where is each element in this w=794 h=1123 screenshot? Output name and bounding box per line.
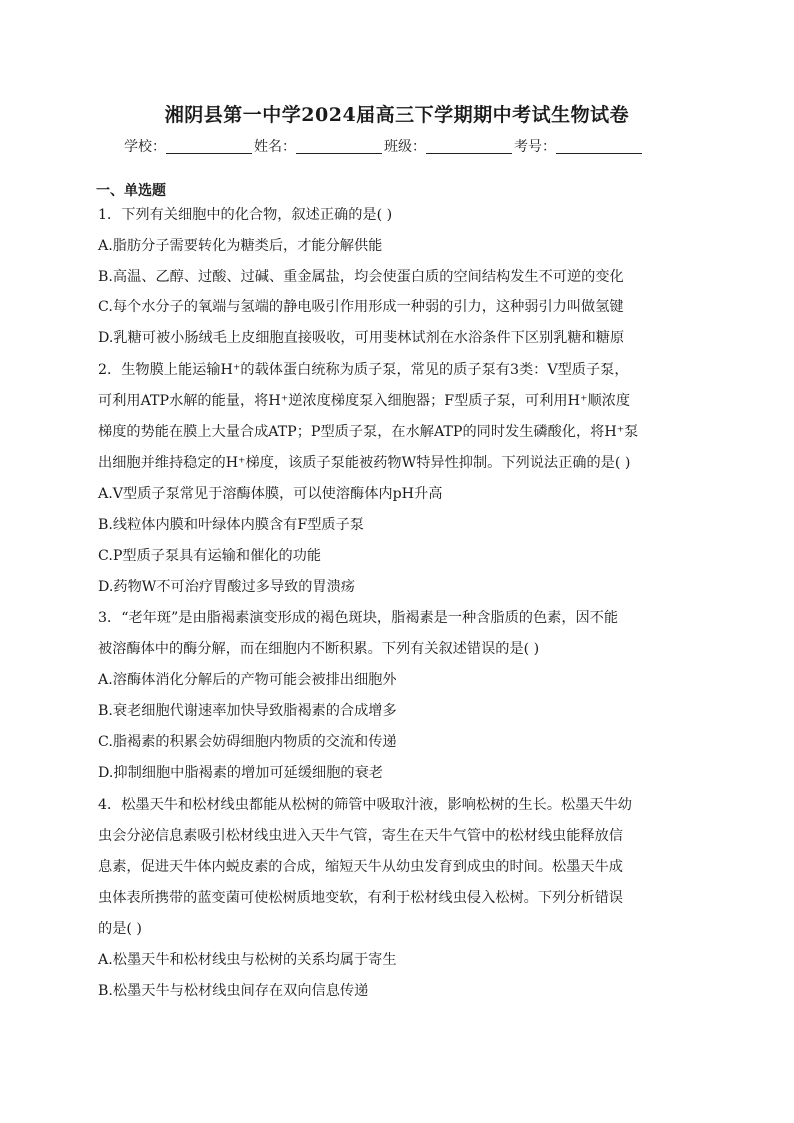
school-label: 学校： xyxy=(124,139,166,155)
number-blank[interactable] xyxy=(556,139,642,154)
option-line: A.脂肪分子需要转化为糖类后，才能分解供能 xyxy=(98,238,383,254)
question-line: 3．“老年斑”是由脂褐素演变形成的褐色斑块，脂褐素是一种含脂质的色素，因不能 xyxy=(98,610,619,626)
class-label: 班级： xyxy=(384,139,426,155)
question-line: 虫会分泌信息素吸引松材线虫进入天牛气管，寄生在天牛气管中的松材线虫能释放信 xyxy=(98,828,623,844)
question-line: 出细胞并维持稳定的H⁺梯度，该质子泵能被药物W特异性抑制。下列说法正确的是( ) xyxy=(98,455,631,471)
option-line: B.高温、乙醇、过酸、过碱、重金属盐，均会使蛋白质的空间结构发生不可逆的变化 xyxy=(98,269,624,285)
question-line: 可利用ATP水解的能量，将H⁺逆浓度梯度泵入细胞器；F型质子泵，可利用H⁺顺浓度 xyxy=(98,393,631,409)
option-line: A.溶酶体消化分解后的产物可能会被排出细胞外 xyxy=(98,672,397,688)
option-line: A.V型质子泵常见于溶酶体膜，可以使溶酶体内pH升高 xyxy=(98,486,443,502)
exam-title: 湘阴县第一中学2024届高三下学期期中考试生物试卷 xyxy=(164,104,630,126)
number-label: 考号： xyxy=(514,139,556,155)
question-line: 虫体表所携带的蓝变菌可使松树质地变软，有利于松材线虫侵入松树。下列分析错误 xyxy=(98,890,623,906)
school-blank[interactable] xyxy=(166,139,252,154)
option-line: B.松墨天牛与松材线虫间存在双向信息传递 xyxy=(98,983,369,999)
class-blank[interactable] xyxy=(426,139,512,154)
question-line: 2．生物膜上能运输H⁺的载体蛋白统称为质子泵，常见的质子泵有3类：V型质子泵， xyxy=(98,362,629,378)
option-line: B.衰老细胞代谢速率加快导致脂褐素的合成增多 xyxy=(98,703,397,719)
question-line: 梯度的势能在膜上大量合成ATP；P型质子泵，在水解ATP的同时发生磷酸化，将H⁺泵 xyxy=(98,424,639,440)
name-label: 姓名： xyxy=(254,139,296,155)
option-line: C.每个水分子的氧端与氢端的静电吸引作用形成一种弱的引力，这种弱引力叫做氢键 xyxy=(98,299,624,315)
option-line: D.乳糖可被小肠绒毛上皮细胞直接吸收，可用斐林试剂在水浴条件下区别乳糖和糖原 xyxy=(98,330,625,346)
section-heading: 一、单选题 xyxy=(96,183,166,199)
option-line: C.P型质子泵具有运输和催化的功能 xyxy=(98,548,322,564)
name-blank[interactable] xyxy=(296,139,382,154)
question-line: 息素，促进天牛体内蜕皮素的合成，缩短天牛从幼虫发育到成虫的时间。松墨天牛成 xyxy=(98,859,623,875)
option-line: B.线粒体内膜和叶绿体内膜含有F型质子泵 xyxy=(98,517,364,533)
question-line: 被溶酶体中的酶分解，而在细胞内不断积累。下列有关叙述错误的是( ) xyxy=(98,641,540,657)
student-info-row xyxy=(124,136,644,156)
question-line: 的是( ) xyxy=(98,921,142,937)
option-line: D.抑制细胞中脂褐素的增加可延缓细胞的衰老 xyxy=(98,765,383,781)
question-line: 4．松墨天牛和松材线虫都能从松树的筛管中吸取汁液，影响松树的生长。松墨天牛幼 xyxy=(98,797,632,813)
question-line: 1．下列有关细胞中的化合物，叙述正确的是( ) xyxy=(98,207,393,223)
option-line: C.脂褐素的积累会妨碍细胞内物质的交流和传递 xyxy=(98,734,397,750)
option-line: D.药物W不可治疗胃酸过多导致的胃溃疡 xyxy=(98,579,355,595)
option-line: A.松墨天牛和松材线虫与松树的关系均属于寄生 xyxy=(98,952,397,968)
